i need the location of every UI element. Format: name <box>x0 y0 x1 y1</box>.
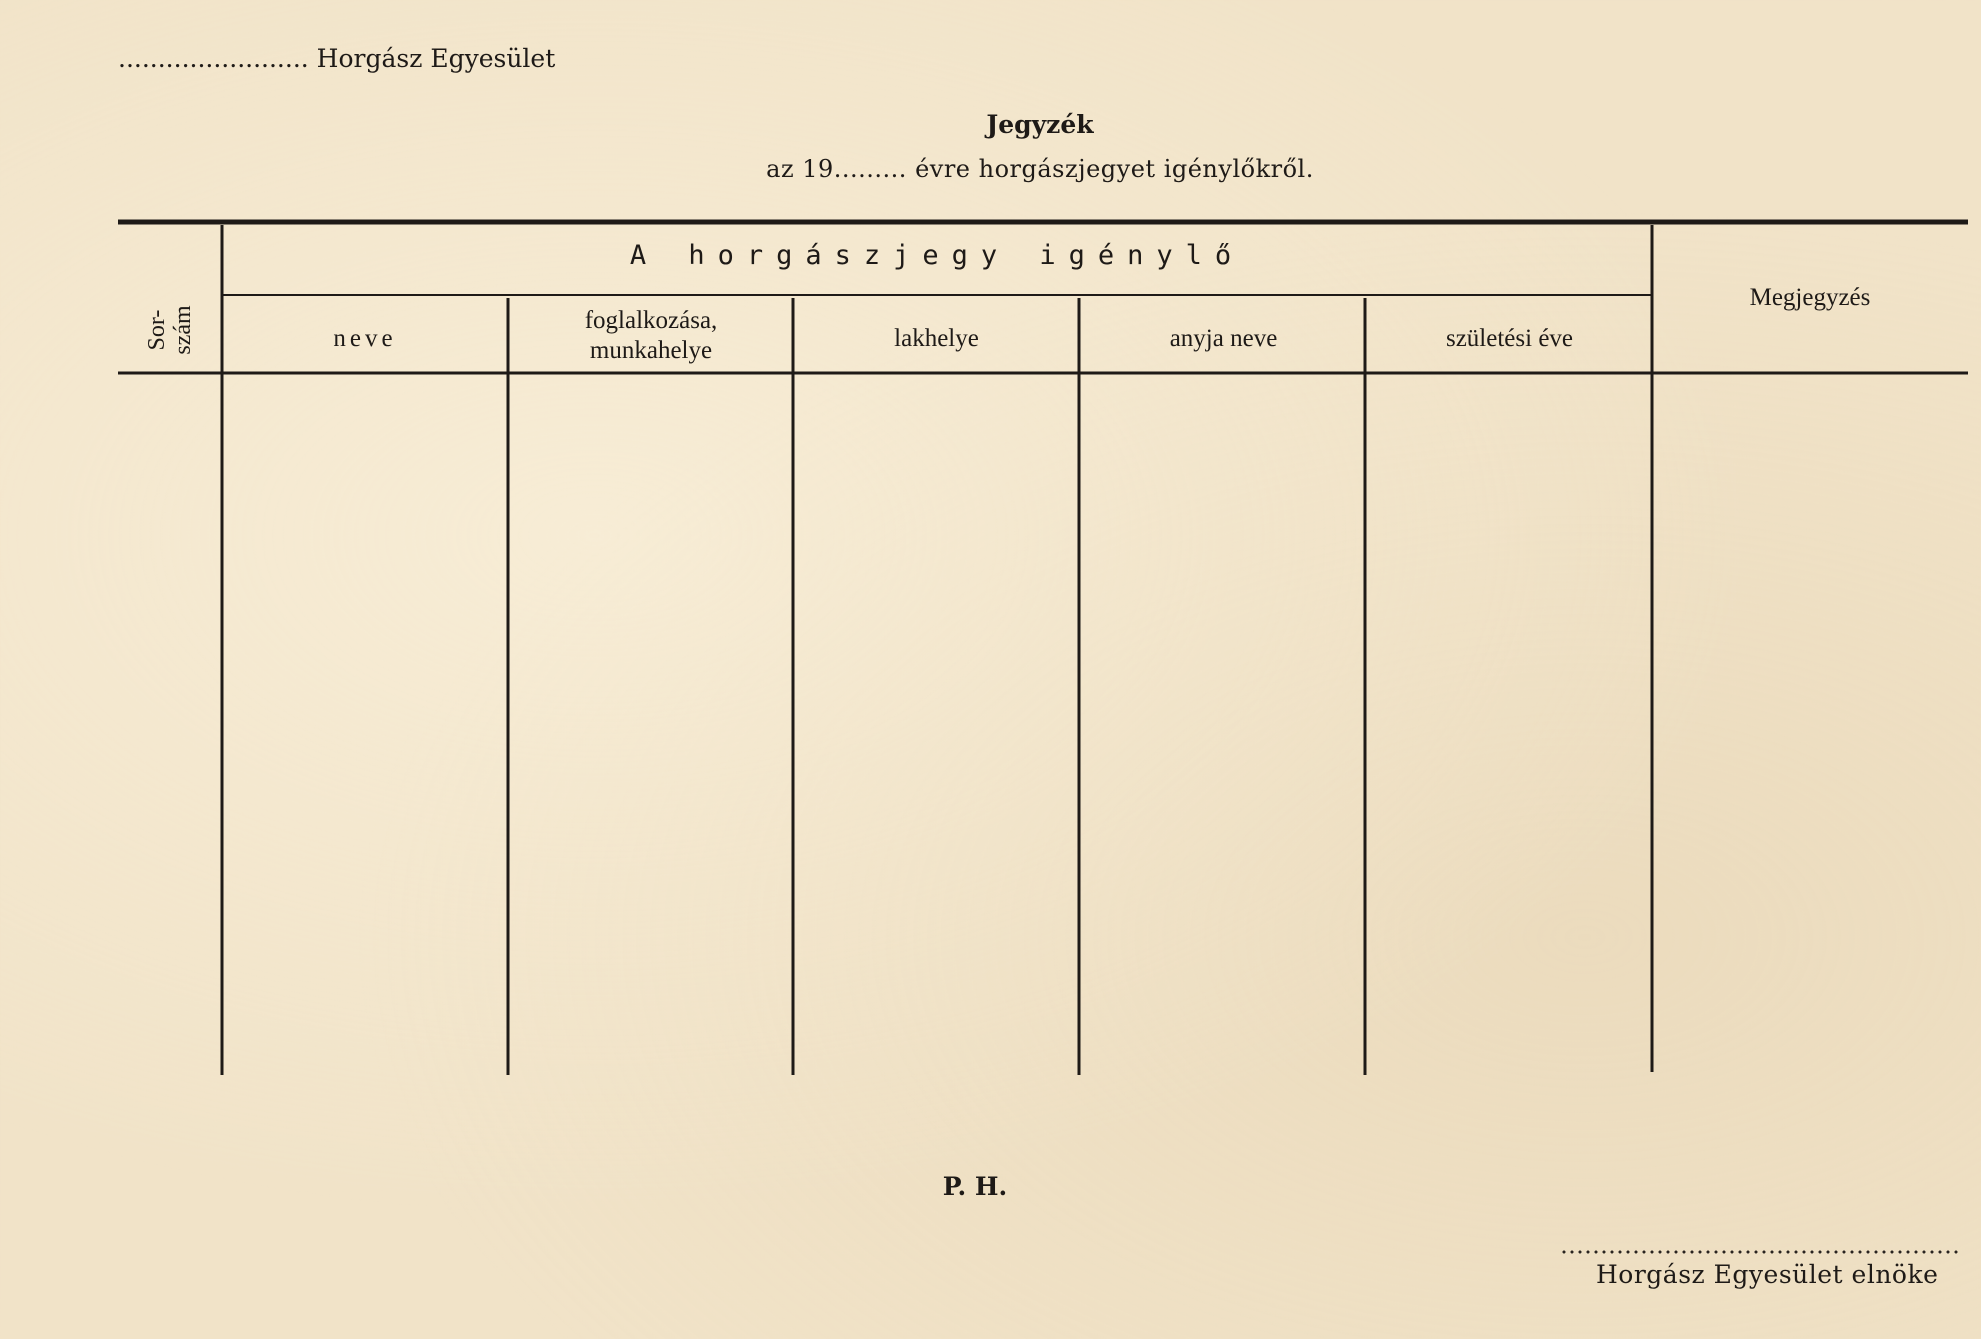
column-header-remarks: Megjegyzés <box>1749 284 1871 311</box>
column-header-birth-year: születési éve <box>1445 325 1574 352</box>
serial-number-label: Sor- szám <box>144 305 196 355</box>
signature-label: Horgász Egyesület elnöke <box>1596 1260 1939 1289</box>
column-header-mother-name: anyja neve <box>1169 325 1278 352</box>
applicant-group-header: A horgászjegy igénylő <box>629 240 1245 271</box>
column-header-name: neve <box>333 325 397 352</box>
serial-number-header <box>132 290 208 370</box>
column-header-occupation: foglalkozása, munkahelye <box>584 307 718 364</box>
organization-line: ........................ Horgász Egyesület <box>118 44 556 73</box>
document-subtitle: az 19......... évre horgászjegyet igénylőkről. <box>766 155 1314 183</box>
column-header-residence: lakhelye <box>894 325 979 352</box>
stamp-placeholder: P. H. <box>942 1172 1008 1201</box>
signature-line <box>1560 1250 1960 1254</box>
document-title: Jegyzék <box>986 110 1094 139</box>
